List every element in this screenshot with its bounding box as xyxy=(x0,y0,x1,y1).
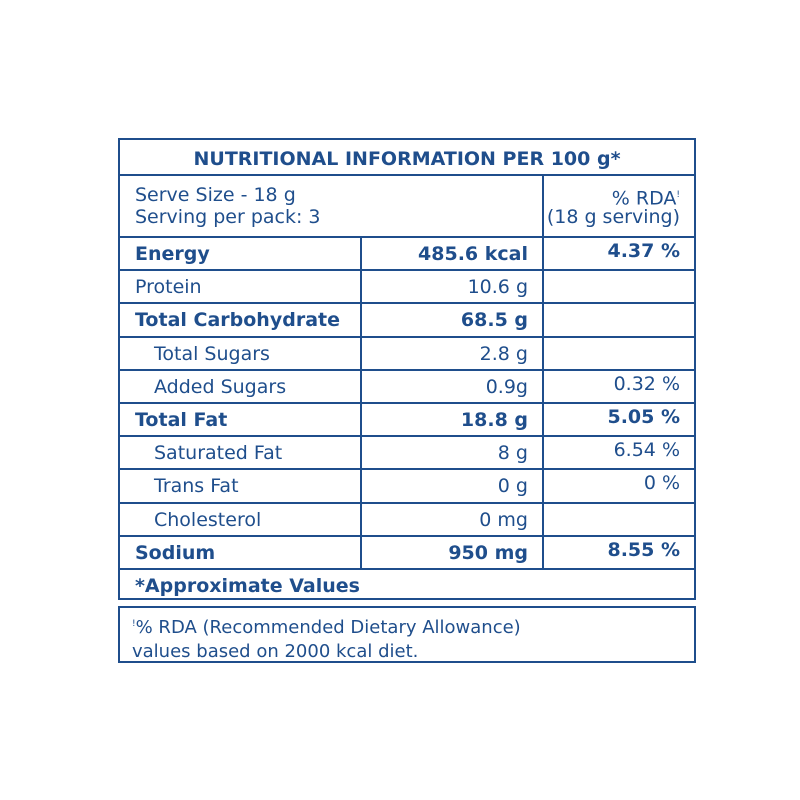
nutrient-name-cell xyxy=(120,504,360,535)
serving-per-pack: Serving per pack: 3 xyxy=(135,206,321,228)
nutrient-name-cell xyxy=(120,304,360,335)
nutrient-name-cell xyxy=(120,338,360,369)
footnote-line-2: values based on 2000 kcal diet. xyxy=(132,641,419,662)
nutrient-value: 950 mg xyxy=(448,541,528,564)
nutrient-value: 485.6 kcal xyxy=(418,243,528,265)
nutrient-rda-cell xyxy=(542,338,694,369)
serving-row xyxy=(120,174,694,236)
nutrient-value-cell xyxy=(360,470,542,501)
nutrient-value: 8 g xyxy=(497,442,528,465)
nutrient-name-cell xyxy=(120,404,360,435)
rda-header-cell xyxy=(542,176,694,236)
nutrient-rda: 5.05 % xyxy=(607,406,680,428)
approx-row xyxy=(120,568,694,602)
nutrient-rda-cell xyxy=(542,238,694,269)
nutrient-name: Total Sugars xyxy=(154,342,270,365)
nutrient-name: Trans Fat xyxy=(154,475,239,498)
table-row xyxy=(120,402,694,435)
table-row xyxy=(120,369,694,402)
nutrient-name-cell xyxy=(120,537,360,568)
nutrient-value: 18.8 g xyxy=(460,409,528,431)
nutrient-value: 0 g xyxy=(497,475,528,498)
serve-size: Serve Size - 18 g xyxy=(135,184,296,206)
nutrient-rda: 0 % xyxy=(643,472,680,495)
nutrient-rda-cell xyxy=(542,271,694,302)
nutrient-value-cell xyxy=(360,404,542,435)
nutrient-value-cell xyxy=(360,504,542,535)
nutrient-value-cell xyxy=(360,437,542,468)
nutrient-value-cell xyxy=(360,304,542,335)
table-title: NUTRITIONAL INFORMATION PER 100 g* xyxy=(193,148,621,170)
nutrient-rda-cell xyxy=(542,404,694,435)
nutrient-rda-cell xyxy=(542,537,694,568)
nutrition-table xyxy=(118,138,696,600)
nutrient-name: Total Carbohydrate xyxy=(135,309,340,332)
nutrient-value-cell xyxy=(360,271,542,302)
nutrient-name: Saturated Fat xyxy=(154,442,283,465)
table-row xyxy=(120,302,694,335)
table-row xyxy=(120,269,694,302)
nutrient-name-cell xyxy=(120,470,360,501)
nutrient-value: 10.6 g xyxy=(467,276,528,299)
table-row xyxy=(120,435,694,468)
table-row xyxy=(120,535,694,568)
nutrient-value: 0.9g xyxy=(485,375,528,398)
footnote-box xyxy=(118,606,696,663)
nutrient-value-cell xyxy=(360,338,542,369)
nutrient-value-cell xyxy=(360,371,542,402)
nutrient-name: Energy xyxy=(135,243,210,265)
nutrient-name: Total Fat xyxy=(135,409,228,431)
rda-header: % RDA! xyxy=(611,187,680,210)
nutrient-value: 68.5 g xyxy=(460,309,528,332)
serving-cell xyxy=(120,176,542,236)
nutrient-rda-cell xyxy=(542,437,694,468)
nutrient-rda-cell xyxy=(542,470,694,501)
nutrient-value-cell xyxy=(360,537,542,568)
footnote-text xyxy=(132,612,521,664)
nutrient-value-cell xyxy=(360,238,542,269)
table-row xyxy=(120,502,694,535)
nutrient-name-cell xyxy=(120,371,360,402)
table-row xyxy=(120,336,694,369)
nutrient-name: Cholesterol xyxy=(154,508,262,531)
rda-header-mark: ! xyxy=(676,190,680,200)
rda-serving: (18 g serving) xyxy=(546,206,680,228)
footnote-mark: ! xyxy=(132,619,136,629)
nutrient-value: 2.8 g xyxy=(479,342,528,365)
nutrient-name-cell xyxy=(120,271,360,302)
nutrient-name-cell xyxy=(120,437,360,468)
nutrient-name: Sodium xyxy=(135,541,216,564)
footnote-line-1: !% RDA (Recommended Dietary Allowance) xyxy=(132,617,521,638)
nutrient-rda: 0.32 % xyxy=(613,372,680,395)
nutrient-rda: 4.37 % xyxy=(607,240,680,262)
nutrient-rda: 6.54 % xyxy=(613,439,680,462)
nutrient-name: Protein xyxy=(135,276,202,299)
nutrient-name-cell xyxy=(120,238,360,269)
nutrient-value: 0 mg xyxy=(479,508,528,531)
nutrient-rda-cell xyxy=(542,371,694,402)
table-row xyxy=(120,468,694,501)
nutrient-name: Added Sugars xyxy=(154,375,287,398)
nutrient-rda-cell xyxy=(542,304,694,335)
approx-values: *Approximate Values xyxy=(135,575,360,597)
nutrient-rda: 8.55 % xyxy=(607,538,680,561)
table-row xyxy=(120,236,694,269)
nutrient-rda-cell xyxy=(542,504,694,535)
